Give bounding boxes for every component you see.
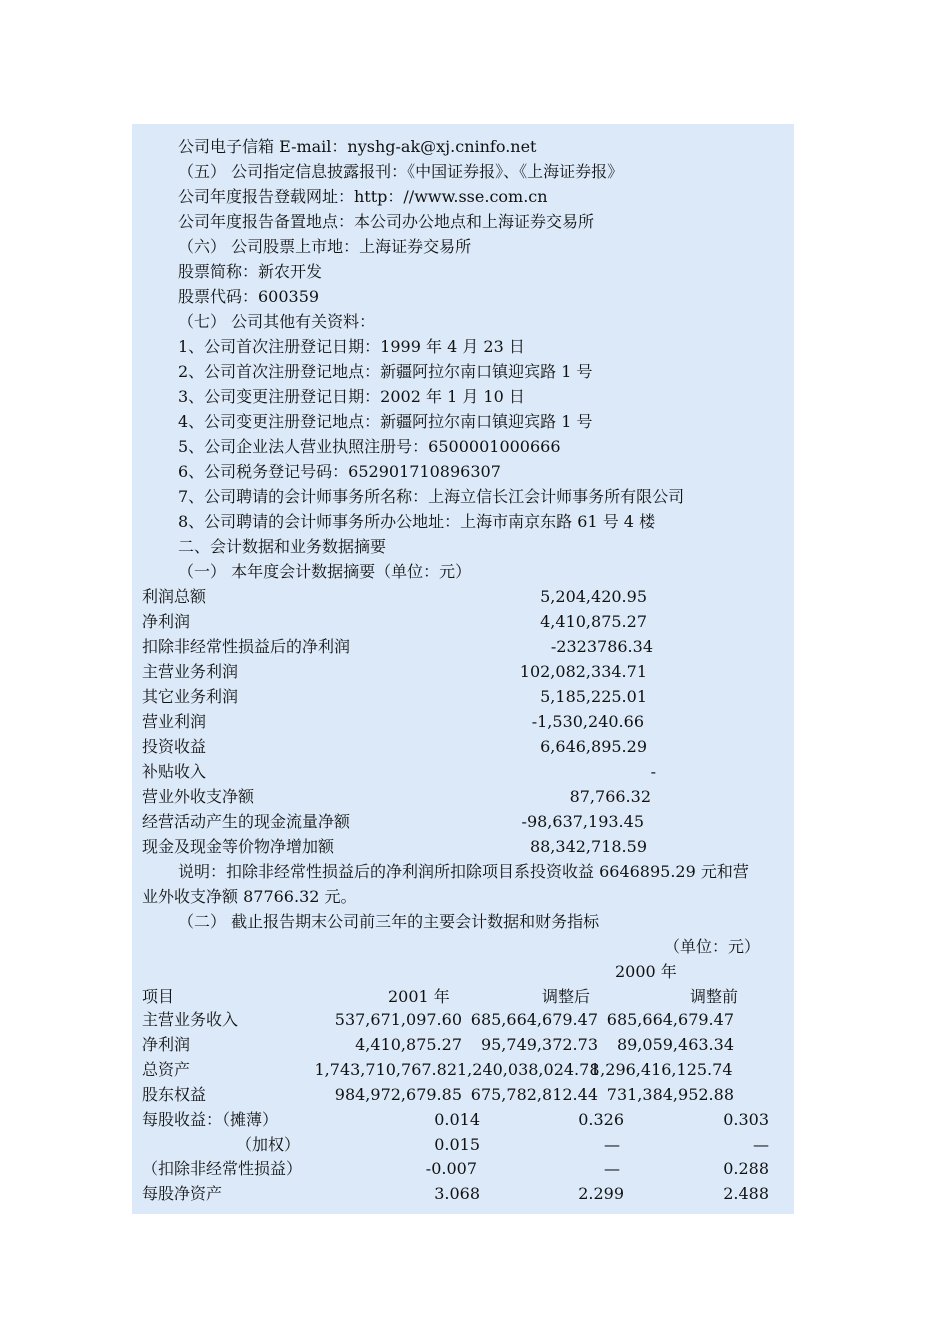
table-cell-adjusted: 0.326 [578, 1110, 624, 1129]
summary-value: 87,766.32 [569, 787, 651, 806]
summary-label: 净利润 [142, 612, 191, 631]
summary-note: 说明：扣除非经常性损益后的净利润所扣除项目系投资收益 6646895.29 元和营 [178, 862, 749, 881]
column-header-adjusted: 调整后 [542, 987, 591, 1006]
table-row-label: 净利润 [142, 1035, 191, 1054]
info-item: 3、公司变更注册登记日期：2002 年 1 月 10 日 [178, 387, 525, 406]
summary-label: 扣除非经常性损益后的净利润 [142, 637, 351, 656]
table-row-label: （加权） [236, 1135, 301, 1154]
report-url: 公司年度报告登载网址：http：//www.sse.com.cn [178, 187, 548, 206]
table-row-label: 每股净资产 [142, 1184, 223, 1203]
listing-exchange: （六） 公司股票上市地：上海证券交易所 [178, 237, 472, 256]
table-cell-2001: 537,671,097.60 [334, 1010, 462, 1029]
report-location: 公司年度报告备置地点：本公司办公地点和上海证券交易所 [178, 212, 595, 231]
table-cell-adjusted: 685,664,679.47 [470, 1010, 598, 1029]
table-cell-adjusted: 2.299 [578, 1184, 624, 1203]
stock-name: 股票简称：新农开发 [178, 262, 323, 281]
table-cell-adjusted: 95,749,372.73 [480, 1035, 598, 1054]
unit-label: （单位：元） [663, 937, 760, 956]
table-row-label: 主营业务收入 [142, 1010, 239, 1029]
info-item: 2、公司首次注册登记地点：新疆阿拉尔南口镇迎宾路 1 号 [178, 362, 593, 381]
table-cell-before: 0.303 [723, 1110, 769, 1129]
summary-value: -98,637,193.45 [521, 812, 644, 831]
summary-value: 5,185,225.01 [540, 687, 647, 706]
table-cell-before: 685,664,679.47 [606, 1010, 734, 1029]
table-cell-adjusted: — [604, 1135, 620, 1154]
table-heading: （二） 截止报告期末公司前三年的主要会计数据和财务指标 [178, 912, 600, 931]
info-item: 4、公司变更注册登记地点：新疆阿拉尔南口镇迎宾路 1 号 [178, 412, 593, 431]
stock-code: 股票代码：600359 [178, 287, 320, 306]
table-cell-before: 1,296,416,125.74 [590, 1060, 733, 1079]
summary-value: 4,410,875.27 [540, 612, 647, 631]
company-email: 公司电子信箱 E-mail：nyshg-ak@xj.cninfo.net [178, 137, 537, 156]
table-row-label: 股东权益 [142, 1085, 207, 1104]
summary-value: - [650, 762, 656, 781]
table-cell-2001: 3.068 [434, 1184, 480, 1203]
summary-label: 补贴收入 [142, 762, 207, 781]
column-header-2001: 2001 年 [388, 987, 450, 1006]
table-cell-2001: 1,743,710,767.82 [314, 1060, 457, 1079]
info-item: 5、公司企业法人营业执照注册号：6500001000666 [178, 437, 561, 456]
table-row-label: （扣除非经常性损益） [142, 1159, 303, 1178]
summary-label: 其它业务利润 [142, 687, 239, 706]
other-info-heading: （七） 公司其他有关资料： [178, 312, 376, 331]
table-cell-2001: 0.015 [434, 1135, 480, 1154]
table-cell-2001: 0.014 [434, 1110, 480, 1129]
column-header-item: 项目 [142, 987, 175, 1006]
disclosure-newspapers: （五） 公司指定信息披露报刊：《中国证券报》、《上海证券报》 [178, 162, 624, 181]
summary-label: 主营业务利润 [142, 662, 239, 681]
summary-value: 88,342,718.59 [529, 837, 647, 856]
summary-note-cont: 业外收支净额 87766.32 元。 [142, 887, 357, 906]
info-item: 1、公司首次注册登记日期：1999 年 4 月 23 日 [178, 337, 525, 356]
summary-label: 营业外收支净额 [142, 787, 255, 806]
column-header-before: 调整前 [690, 987, 739, 1006]
table-cell-before: 0.288 [723, 1159, 769, 1178]
summary-label: 营业利润 [142, 712, 207, 731]
table-cell-before: 89,059,463.34 [616, 1035, 734, 1054]
table-cell-2001: -0.007 [425, 1159, 477, 1178]
table-cell-2001: 4,410,875.27 [355, 1035, 462, 1054]
summary-heading: （一） 本年度会计数据摘要（单位：元） [178, 562, 472, 581]
summary-label: 经营活动产生的现金流量净额 [142, 812, 351, 831]
table-row-label: 总资产 [142, 1060, 191, 1079]
summary-label: 现金及现金等价物净增加额 [142, 837, 335, 856]
section-title: 二、会计数据和业务数据摘要 [178, 537, 387, 556]
summary-value: -1,530,240.66 [531, 712, 644, 731]
summary-value: 6,646,895.29 [540, 737, 647, 756]
table-cell-before: 731,384,952.88 [606, 1085, 734, 1104]
info-item: 8、公司聘请的会计师事务所办公地址：上海市南京东路 61 号 4 楼 [178, 512, 656, 531]
table-cell-adjusted: 675,782,812.44 [470, 1085, 598, 1104]
summary-value: 5,204,420.95 [540, 587, 647, 606]
table-cell-adjusted: — [604, 1159, 620, 1178]
summary-value: 102,082,334.71 [519, 662, 647, 681]
table-row-label: 每股收益：（摊薄） [142, 1110, 279, 1129]
summary-value: -2323786.34 [550, 637, 653, 656]
table-cell-2001: 984,972,679.85 [334, 1085, 462, 1104]
info-item: 7、公司聘请的会计师事务所名称：上海立信长江会计师事务所有限公司 [178, 487, 685, 506]
table-cell-before: — [753, 1135, 769, 1154]
table-cell-adjusted: 1,240,038,024.78 [457, 1060, 600, 1079]
info-item: 6、公司税务登记号码：652901710896307 [178, 462, 501, 481]
summary-label: 利润总额 [142, 587, 207, 606]
year-2000-header: 2000 年 [615, 962, 677, 981]
summary-label: 投资收益 [142, 737, 207, 756]
table-cell-before: 2.488 [723, 1184, 769, 1203]
